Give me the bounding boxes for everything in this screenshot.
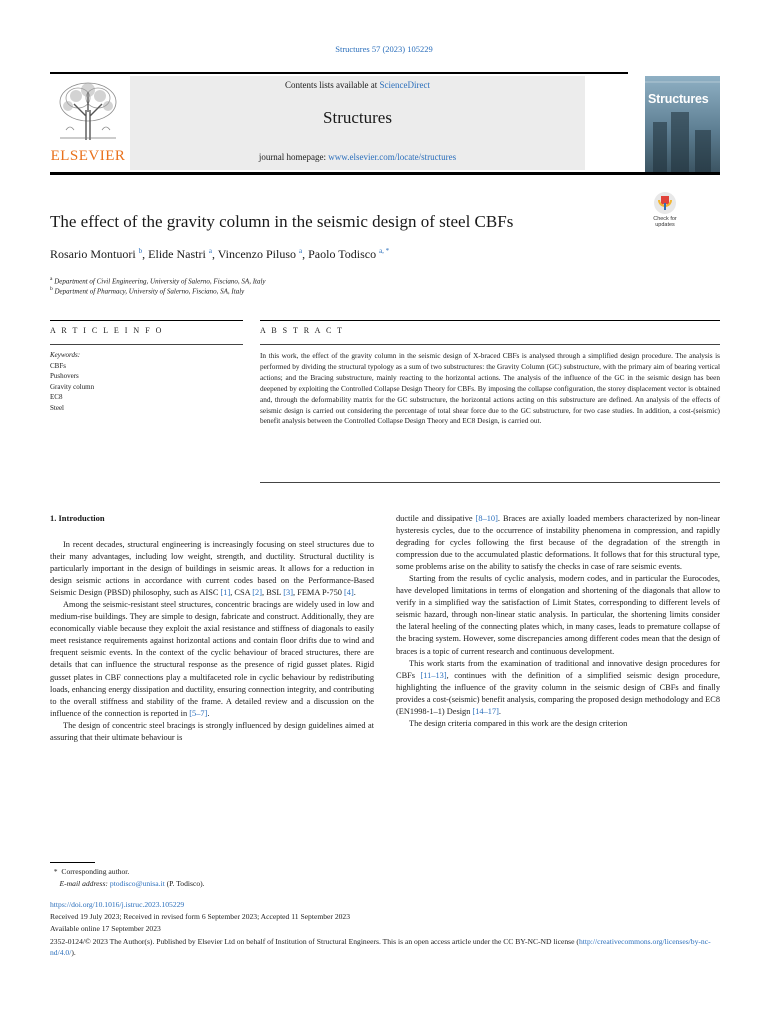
publisher-logo[interactable] bbox=[48, 78, 128, 168]
email-link[interactable]: ptodisco@unisa.it bbox=[109, 879, 165, 888]
author[interactable]: Paolo Todisco $^{a, *}$ bbox=[308, 247, 390, 261]
citation-link[interactable]: [1] bbox=[220, 588, 231, 598]
citation-link[interactable]: [14–17] bbox=[472, 706, 499, 716]
authors-list: Rosario Montuori $^b$, Elide Nastri $^a$, Vincenzo Piluso $^a$, Paolo Todisco $^{a, *}$ bbox=[50, 247, 390, 261]
publisher-wordmark: ELSEVIER bbox=[50, 148, 126, 164]
article-info-top-rule bbox=[50, 320, 243, 321]
paragraph: Starting from the results of cyclic analysis, modern codes, and in particular the Eurocodes, have developed limitations in terms of elongation and shortening of the diagonals that allow to verify in a simplified way the satisfaction of Limit States, corresponding to different levels of seismic hazard, through non-linear static analysis. In particular, the shortening limits consider the lateral heeling of the connecting plates which, in many cases, leads to premature collapse of the bracing system. However, some discrepancies among different codes mean that the design of braces is a topic of current research and continuous development. bbox=[396, 574, 720, 656]
paragraph: The design of concentric steel bracings is strongly influenced by design guidelines aimed at assuring that their ultimate behaviour is bbox=[50, 720, 374, 742]
cover-building bbox=[695, 130, 711, 174]
section-heading-introduction: 1. Introduction bbox=[50, 513, 105, 523]
citation-link[interactable]: [11–13] bbox=[420, 670, 447, 680]
keyword: Pushovers bbox=[50, 372, 79, 381]
author[interactable]: Rosario Montuori $^b$ bbox=[50, 247, 143, 261]
abstract-rule bbox=[260, 344, 720, 345]
sciencedirect-link[interactable]: ScienceDirect bbox=[379, 80, 430, 90]
affiliation-a: $^a$ Department of Civil Engineering, University of Salerno, Fisciano, SA, Italy bbox=[50, 276, 266, 286]
keywords-block bbox=[50, 350, 240, 414]
paragraph: Among the seismic-resistant steel structures, concentric bracings are widely used in low and medium-rise buildings. They are simple to design, fabricate and construct. Additionally, they are economically viable because they exploit the axial resistance and stiffness of diagonals to easily meet resistance requirements against horizontal actions and contain floor drifts due to wind and frequent seismic events. In the context of the cyclic behaviour of braced structures, there are details that can influence the structural response as the presence of rigid gusset plates. Rigid gusset plates in CBF connections play a multifaceted role in cyclic behaviour by redistributing loads, enhancing energy dissipation and ductility, ensuring connection integrity, and contributing to the overall stiffness and stability of the frame. A detailed review and a discussion on the influence of the connection is reported in [5–7]. bbox=[50, 600, 374, 718]
affiliation-marker[interactable]: a bbox=[208, 247, 212, 255]
check-for-updates-badge[interactable] bbox=[645, 192, 685, 232]
journal-homepage: journal homepage: www.elsevier.com/locate/structures bbox=[258, 152, 457, 162]
citation-link[interactable]: [2] bbox=[252, 588, 263, 598]
corresponding-author-note: * Corresponding author. bbox=[53, 867, 130, 876]
article-title: The effect of the gravity column in the seismic design of steel CBFs bbox=[50, 212, 514, 231]
affiliation-b: $^b$ Department of Pharmacy, University of Salerno, Fisciano, SA, Italy bbox=[50, 286, 245, 296]
cover-building bbox=[653, 122, 667, 174]
check-updates-label: Check for updates bbox=[653, 216, 677, 228]
license-statement: 2352-0124/© 2023 The Author(s). Published by Elsevier Ltd on behalf of Institution of Structural Engineers. This is an open access article under the CC BY-NC-ND license (http://creativecommons.org/licenses/by-nc-nd/4.0/). bbox=[50, 937, 711, 957]
journal-name: Structures bbox=[323, 108, 392, 127]
citation-link[interactable]: [8–10] bbox=[475, 514, 498, 523]
cover-stripe bbox=[645, 81, 720, 83]
paragraph: This work starts from the examination of traditional and innovative design procedures for CBFs [11–13], continues with the definition of a simplified seismic design procedure, highlighting the influence of the gravity column in the seismic design of CBFs and finally provides a cost-(seismic) benefit analysis, comparing the proposed design methodology and EC8 (EN1998-1–1) Design [14–17]. bbox=[396, 658, 720, 716]
body-column-left bbox=[50, 539, 374, 744]
abstract-heading: A B S T R A C T bbox=[260, 326, 345, 335]
elsevier-tree-icon bbox=[56, 80, 120, 140]
article-info-heading: A R T I C L E I N F O bbox=[50, 326, 164, 335]
contents-availability: Contents lists available at ScienceDirect bbox=[285, 80, 430, 90]
header-bottom-rule bbox=[50, 172, 720, 175]
footnote-rule bbox=[50, 862, 95, 863]
keyword: Gravity column bbox=[50, 382, 95, 391]
available-online-date: Available online 17 September 2023 bbox=[50, 924, 161, 933]
doi-link[interactable]: https://doi.org/10.1016/j.istruc.2023.105229 bbox=[50, 900, 185, 909]
abstract-bottom-rule bbox=[260, 482, 720, 483]
keyword: Steel bbox=[50, 403, 64, 412]
affiliation-marker[interactable]: b bbox=[138, 247, 143, 255]
abstract-top-rule bbox=[260, 320, 720, 321]
paragraph: In recent decades, structural engineering is increasingly focusing on steel structures due to their many advantages, including low weight, strength, and ductility. Structural ductility is particularly important in the design of buildings in seismic areas. It allows for a reduction in design seismic actions in accordance with current codes based on the Performance-Based Seismic Design (PBSD) philosophy, such as AISC [1], CSA [2], BSL [3], FEMA P-750 [4]. bbox=[50, 540, 374, 598]
abstract-text: In this work, the effect of the gravity column in the seismic design of X-braced CBFs is analysed through a simplified design procedure. The analysis is performed by dividing the structural typology as a sum of two substructures: the Gravity Column (GC) substructure, with the primary aim of bearing vertical actions; and the Bracing substructure, mainly reacting to the horizontal actions. The analysis of the influence of the GC in the seismic design has been deepened by exploiting the Controlled Collapse Design Theory for CBFs. By imposing the collapse configuration, the storey displacement vector is obtained and, through the deformability matrix for the GC substructure, the horizontal actions acting on this substructure are defined. An analysis of the effects of seismic design is carried out considering the percentage of total shear force due to the GC substructure, for two case studies. In addition, a cost-(seismic) benefit analysis between the Controlled Collapse Design Theory and EC8 Design, is carried out. bbox=[260, 351, 720, 426]
author[interactable]: Elide Nastri $^a$ bbox=[148, 247, 212, 261]
body-column-right bbox=[396, 513, 720, 730]
journal-cover-thumbnail[interactable] bbox=[645, 76, 720, 174]
citation-link[interactable]: [3] bbox=[283, 588, 294, 598]
keywords-label: Keywords: bbox=[50, 351, 81, 359]
received-dates: Received 19 July 2023; Received in revised form 6 September 2023; Accepted 11 September 2023 bbox=[50, 912, 351, 921]
journal-homepage-link[interactable]: www.elsevier.com/locate/structures bbox=[328, 152, 457, 162]
journal-reference[interactable]: Structures 57 (2023) 105229 bbox=[335, 44, 433, 54]
citation-link[interactable]: [4] bbox=[344, 588, 354, 598]
keyword: CBFs bbox=[50, 361, 66, 370]
email-note: E-mail address: ptodisco@unisa.it (P. Todisco). bbox=[59, 879, 205, 888]
citation-link[interactable]: [5–7] bbox=[189, 708, 208, 718]
paragraph: The design criteria compared in this work are the design criterion bbox=[409, 718, 628, 728]
cover-brand: Structures bbox=[648, 92, 709, 106]
paragraph: ductile and dissipative [8–10]. Braces are axially loaded members characterized by non-linear hysteresis cycles, due to the occurrence of instability phenomena in compression, and rapidly degrading for cycles following the first because of the degradation of the strength in compression due to the accumulated plastic deformations. It follows that for this structural type, some problems arise on the ability to satisfy the checks in case of rare seismic events. bbox=[396, 514, 721, 572]
license-link[interactable]: http://creativecommons.org/licenses/by-nc-nd/4.0/ bbox=[50, 937, 711, 957]
keyword: EC8 bbox=[50, 393, 63, 402]
affiliation-marker[interactable]: a bbox=[299, 247, 303, 255]
crossmark-icon bbox=[654, 192, 676, 214]
header-top-rule bbox=[50, 72, 628, 74]
affiliation-marker[interactable]: a, * bbox=[379, 247, 390, 255]
cover-building bbox=[671, 112, 689, 174]
author[interactable]: Vincenzo Piluso $^a$ bbox=[217, 247, 303, 261]
keywords-rule bbox=[50, 344, 243, 345]
